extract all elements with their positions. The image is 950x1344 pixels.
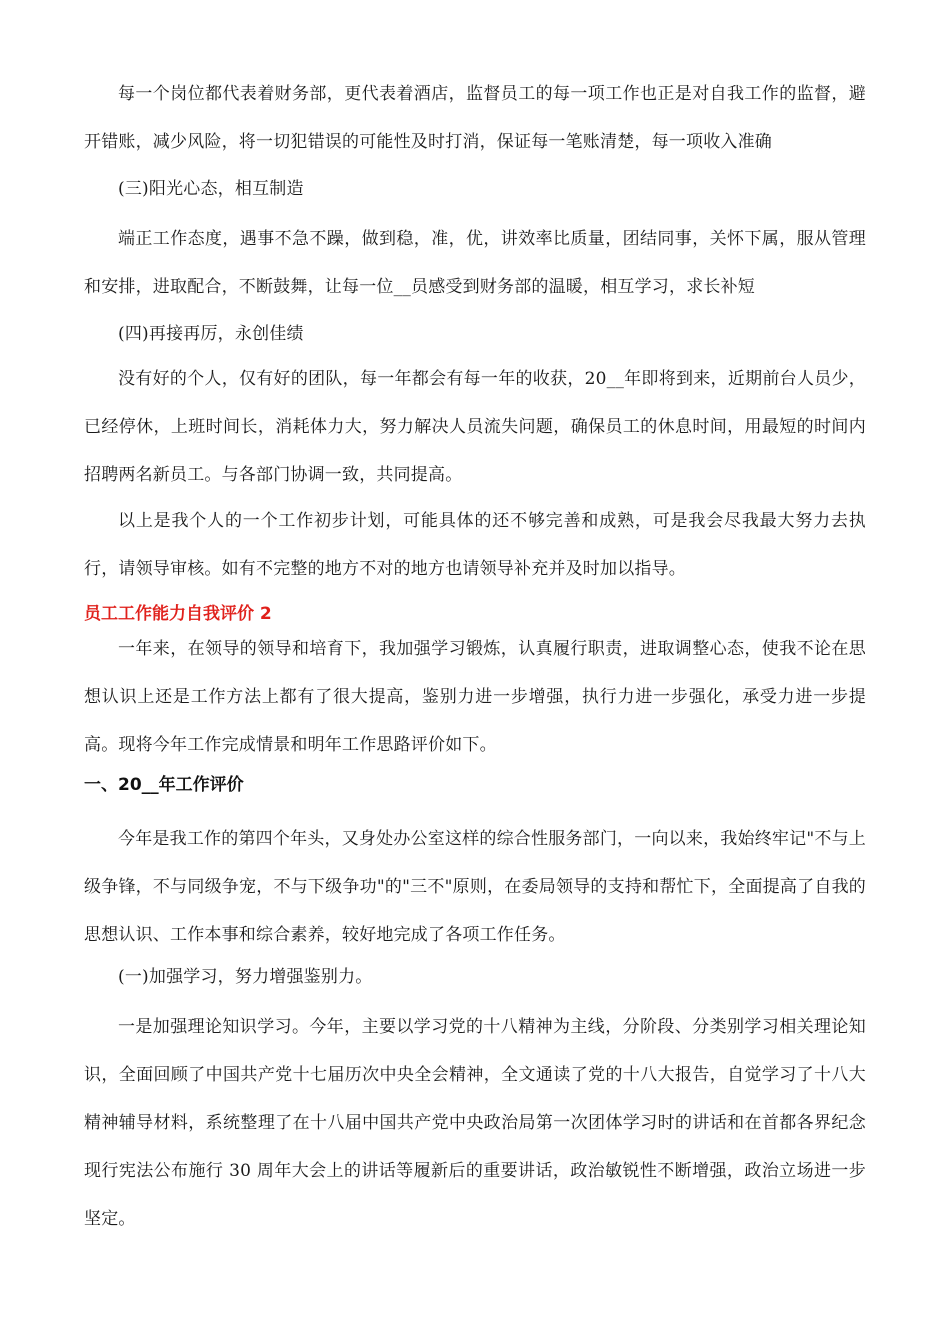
paragraph-finance-supervision: 每一个岗位都代表着财务部，更代表着酒店，监督员工的每一项工作也正是对自我工作的监督，避开错账，减少风险，将一切犯错误的可能性及时打消，保证每一笔账清楚，每一项收入准确 <box>84 84 866 152</box>
paragraph-theory-study: 一是加强理论知识学习。今年，主要以学习党的十八精神为主线，分阶段、分类别学习相关理论知识，全面回顾了中国共产党十七届历次中央全会精神，全文通读了党的十八大报告，自觉学习了十八大精神辅导材料，系统整理了在十八届中国共产党中央政治局第一次团体学习时的讲话和在首都各界纪念现行宪法公布施行 30 周年大会上的讲话等履新后的重要讲话，政治敏锐性不断增强，政治立场进一步坚定。 <box>84 1017 866 1229</box>
subheading-keep-going: (四)再接再厉，永创佳绩 <box>118 324 304 344</box>
paragraph-fourth-year: 今年是我工作的第四个年头，又身处办公室这样的综合性服务部门，一向以来，我始终牢记"不与上级争锋，不与同级争宠，不与下级争功"的"三不"原则，在委局领导的支持和帮忙下，全面提高了自我的思想认识、工作本事和综合素养，较好地完成了各项工作任务。 <box>84 829 866 945</box>
section-title-self-evaluation-2: 员工工作能力自我评价 2 <box>84 604 272 624</box>
paragraph-plan-closing: 以上是我个人的一个工作初步计划，可能具体的还不够完善和成熟，可是我会尽我最大努力去执行，请领导审核。如有不完整的地方不对的地方也请领导补充并及时加以指导。 <box>84 511 866 579</box>
subheading-strengthen-learning: (一)加强学习，努力增强鉴别力。 <box>118 967 373 987</box>
paragraph-year-summary: 一年来，在领导的领导和培育下，我加强学习锻炼，认真履行职责，进取调整心态，使我不论在思想认识上还是工作方法上都有了很大提高，鉴别力进一步增强，执行力进一步强化，承受力进一步提高。现将今年工作完成情景和明年工作思路评价如下。 <box>84 639 866 755</box>
paragraph-work-attitude: 端正工作态度，遇事不急不躁，做到稳，准，优，讲效率比质量，团结同事，关怀下属，服从管理和安排，进取配合，不断鼓舞，让每一位__员感受到财务部的温暖，相互学习，求长补短 <box>84 229 866 297</box>
subheading-sunny-mindset: (三)阳光心态，相互制造 <box>118 179 304 199</box>
section-heading-year-evaluation: 一、20__年工作评价 <box>84 775 244 795</box>
paragraph-team: 没有好的个人，仅有好的团队，每一年都会有每一年的收获，20__年即将到来，近期前台人员少，已经停休，上班时间长，消耗体力大，努力解决人员流失问题，确保员工的休息时间，用最短的时间内招聘两名新员工。与各部门协调一致，共同提高。 <box>84 369 866 485</box>
